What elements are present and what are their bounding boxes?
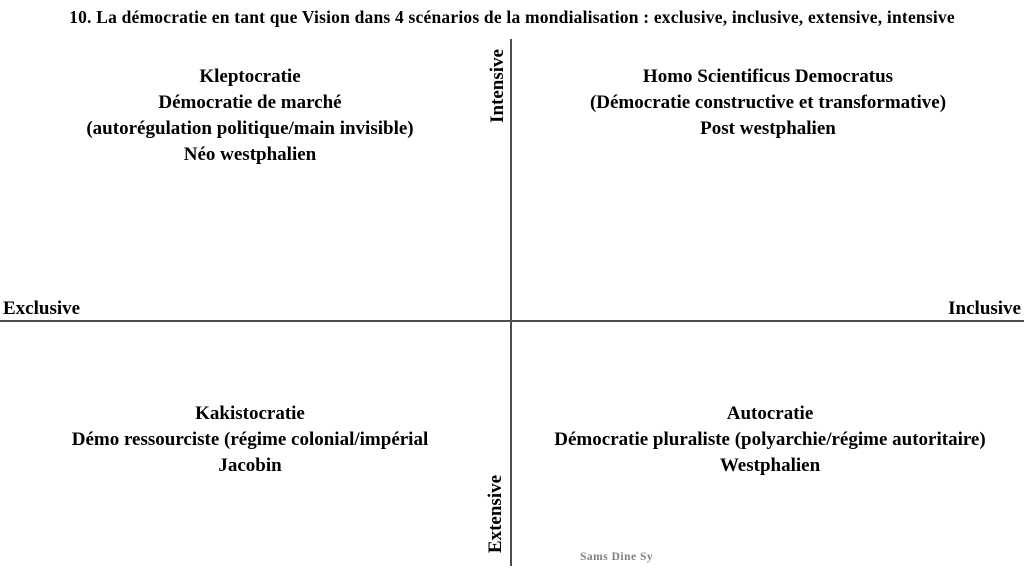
quadrant-top-right bbox=[518, 64, 1018, 142]
quadrant-top-left-line-1: Kleptocratie bbox=[199, 66, 301, 87]
quadrant-top-right-line-1: Homo Scientificus Democratus bbox=[642, 66, 894, 87]
quadrant-top-left-line-4: Néo westphalien bbox=[183, 144, 317, 165]
diagram-title: 10. La démocratie en tant que Vision dans 4 scénarios de la mondialisation : exclusive, inclusive, extensive, intensive bbox=[69, 7, 955, 27]
quadrant-bottom-left-line-2: Démo ressourciste (régime colonial/impérial bbox=[71, 429, 429, 450]
quadrant-bottom-right-line-3: Westphalien bbox=[719, 455, 821, 476]
quadrant-top-left bbox=[0, 64, 500, 168]
quadrant-top-left-line-3: (autorégulation politique/main invisible) bbox=[86, 118, 414, 139]
quadrant-bottom-left-line-3: Jacobin bbox=[218, 455, 282, 476]
quadrant-bottom-right bbox=[520, 401, 1020, 479]
watermark-author: Sams Dine Sy bbox=[580, 551, 654, 563]
quadrant-bottom-right-line-2: Démocratie pluraliste (polyarchie/régime autoritaire) bbox=[554, 429, 986, 450]
quadrant-bottom-right-line-1: Autocratie bbox=[726, 403, 814, 424]
axis-label-exclusive: Exclusive bbox=[3, 298, 81, 319]
vertical-axis-line bbox=[510, 39, 512, 566]
quadrant-top-right-line-2: (Démocratie constructive et transformative) bbox=[589, 92, 947, 113]
axis-label-intensive: Intensive bbox=[487, 49, 508, 123]
axis-label-inclusive: Inclusive bbox=[948, 298, 1021, 319]
quadrant-top-left-line-2: Démocratie de marché bbox=[158, 92, 342, 113]
horizontal-axis-line bbox=[0, 320, 1024, 322]
axis-label-extensive: Extensive bbox=[485, 474, 506, 554]
quadrant-top-right-line-3: Post westphalien bbox=[700, 118, 836, 139]
quadrant-bottom-left-line-1: Kakistocratie bbox=[195, 403, 305, 424]
quadrant-bottom-left bbox=[0, 401, 500, 479]
